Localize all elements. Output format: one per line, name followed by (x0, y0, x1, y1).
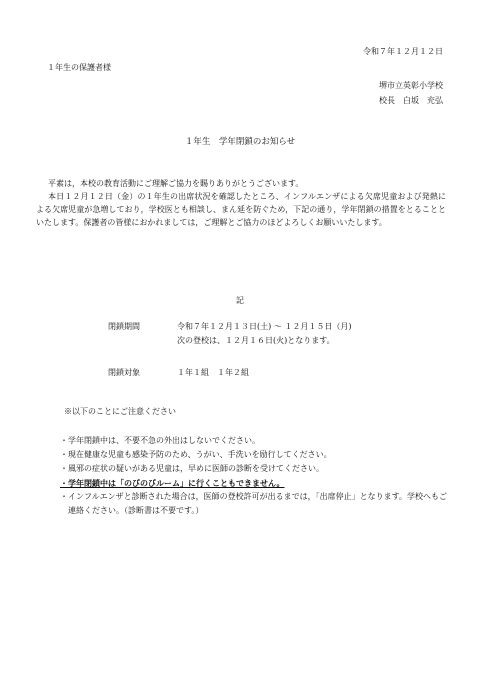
notice-heading: ※以下のことにご注意ください (64, 407, 176, 416)
list-item: ・現在健康な児童も感染予防のため、うがい、手洗いを励行してください。 (60, 450, 332, 459)
school-name: 堺市立英彰小学校 (379, 81, 443, 90)
body-paragraph: 平素は，本校の教育活動にご理解ご協力を賜りありがとうございます。 (48, 179, 304, 188)
list-item: ・インフルエンザと診断された場合は，医師の登校許可が出るまでは，「出席停止」となります。学校へもご連絡ください。（診断書は不要です。） (60, 492, 448, 515)
period-label: 閉鎖期間 (108, 322, 140, 331)
recipient: １年生の保護者様 (47, 63, 111, 72)
target-label: 閉鎖対象 (108, 368, 140, 377)
closure-details (108, 320, 351, 380)
list-item: ・学年閉鎖中は、不要不急の外出はしないでください。 (60, 436, 260, 445)
next-school-day: 次の登校は、１２月１６日(火)となります。 (177, 336, 335, 345)
target-value: １年１組 １年２組 (177, 368, 249, 377)
notice-list (60, 434, 450, 518)
body-text (36, 177, 446, 229)
list-item: ・風邪の症状の疑いがある児童は，早めに医師の診断を受けてください。 (60, 464, 324, 473)
body-paragraph: 本日１２月１２日（金）の１年生の出席状況を確認したところ、インフルエンザによる欠席児童および発熱による欠席児童が急増しており，学校医とも相談し、まん延を防ぐため，下記の通り，学年閉鎖の措置をとることといたします。保護者の皆様におかれましては，ご理解とご協力のほどよろしくお願いいたします。 (36, 192, 446, 227)
period-value: 令和７年１２月１３日(土) ～ １２月１５日（月) (177, 322, 352, 331)
closure-target-row (108, 366, 351, 380)
document-title: １年生 学年閉鎖のお知らせ (184, 137, 296, 147)
closure-period-row (108, 320, 351, 348)
principal-name: 校長 白坂 充弘 (379, 96, 443, 105)
list-item-emphasized: ・学年閉鎖中は「のびのびルーム」に行くこともできません。 (60, 478, 285, 488)
document-date: 令和７年１２月１２日 (363, 47, 443, 56)
sender-block (379, 78, 443, 108)
ki-heading: 記 (236, 296, 244, 305)
